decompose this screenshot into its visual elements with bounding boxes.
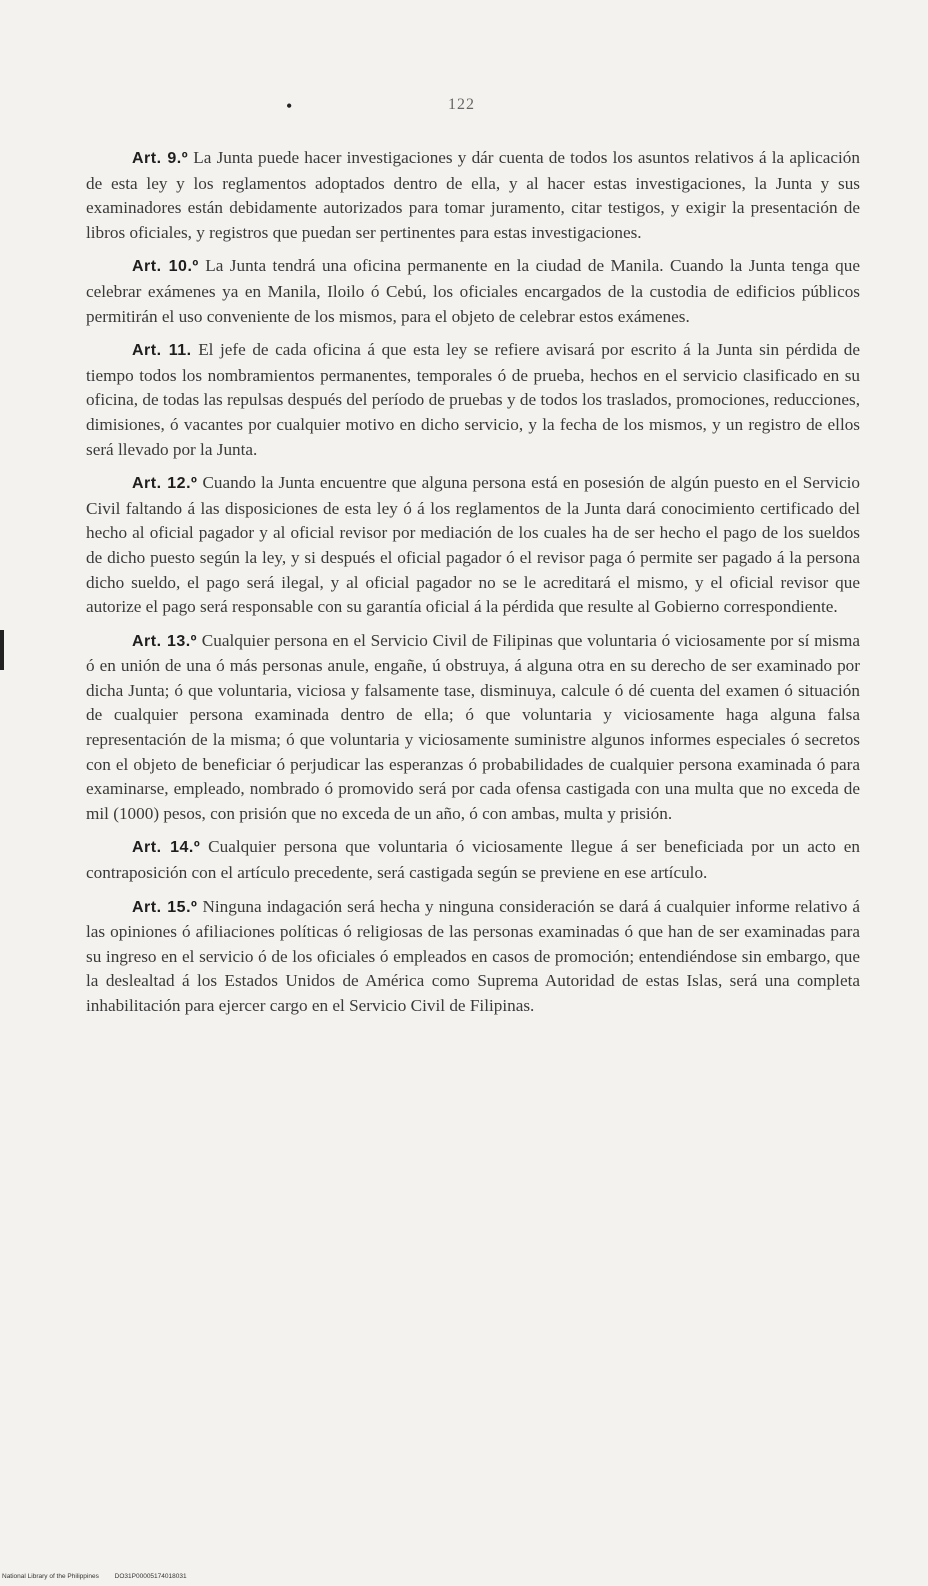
article-text: Ninguna indagación será hecha y ninguna consideración se dará á cualquier informe relativo á las opiniones ó afiliaciones políticas ó religiosas de las personas examinadas ó que han de ser examinadas para su ingreso en el servicio ó de los oficiales ó empleados en casos de promoción; entendiéndose sin embargo, que la deslealtad á los Estados Unidos de América como Suprema Autoridad de estas Islas, será una completa inhabilitación para ejercer cargo en el Servicio Civil de Filipinas.: [86, 896, 861, 1015]
article-label: Art. 14.º: [132, 839, 201, 857]
library-credit: National Library of the Philippines: [2, 1573, 99, 1580]
article-13: [86, 629, 860, 827]
article-label: Art. 13.º: [132, 632, 198, 650]
article-9: [86, 146, 860, 245]
article-15: [86, 895, 860, 1019]
article-label: Art. 9.º: [132, 150, 189, 167]
document-body: [86, 146, 860, 1028]
page-header: [0, 94, 928, 118]
article-label: Art. 10.º: [132, 258, 199, 276]
scan-footer: [2, 1573, 201, 1580]
article-11: [86, 338, 860, 462]
article-text: Cuando la Junta encuentre que alguna persona está en posesión de algún puesto en el Servicio Civil faltando á las disposiciones de esta ley ó á los reglamentos de la Junta dará conocimiento certificado del hecho al oficial pagador y al oficial revisor por mediación de los cuales ha de ser hecho el pago de los sueldos de dicho puesto según la ley, y si después el oficial pagador ó el revisor paga ó permite ser pagado á la persona dicho sueldo, el pago será ilegal, y al oficial pagador no se le acreditará el mismo, y el oficial revisor que autorize el pago será responsable con su garantía oficial á la pérdida que resulte al Gobierno correspondiente.: [86, 473, 861, 617]
article-14: [86, 835, 860, 885]
scan-code: DO31P00005174018031: [114, 1573, 187, 1580]
article-text: La Junta puede hacer investigaciones y dár cuenta de todos los asuntos relativos á la aplicación de esta ley y los reglamentos adoptados dentro de ella, y al hacer estas investigaciones, la Junta y sus examinadores están debidamente autorizados para tomar juramento, citar testigos, y exigir la presentación de libros oficiales, y registros que puedan ser pertinentes para estas investigaciones.: [86, 148, 860, 242]
article-text: El jefe de cada oficina á que esta ley se refiere avisará por escrito á la Junta sin pérdida de tiempo todos los nombramientos permanentes, temporales ó de prueba, hechos en el servicio clasificado en su oficina, de todas las repulsas después del período de pruebas y de todos los traslados, promociones, reducciones, dimisiones, ó vacantes por cualquier motivo en dicho servicio, y la fecha de los mismos, y un registro de ellos será llevado por la Junta.: [86, 340, 861, 459]
page-number: 122: [448, 96, 475, 113]
header-bullet: •: [286, 96, 293, 116]
scan-edge-mark: [0, 630, 4, 670]
article-10: [86, 254, 860, 329]
article-text: Cualquier persona que voluntaria ó viciosamente llegue á ser beneficiada por un acto en contraposición con el artículo precedente, será castigada según se previene en ese artículo.: [86, 837, 861, 883]
article-label: Art. 11.: [132, 342, 192, 360]
article-label: Art. 12.º: [132, 475, 198, 493]
article-12: [86, 471, 860, 620]
article-text: La Junta tendrá una oficina permanente en la ciudad de Manila. Cuando la Junta tenga que celebrar exámenes ya en Manila, Iloilo ó Cebú, los oficiales encargados de la custodia de edificios públicos permitirán el uso conveniente de los mismos, para el objeto de celebrar estos exámenes.: [86, 256, 860, 326]
article-label: Art. 15.º: [132, 898, 198, 916]
article-text: Cualquier persona en el Servicio Civil de Filipinas que voluntaria ó viciosamente por sí misma ó en unión de una ó más personas anule, engañe, ú obstruya, á alguna otra en su derecho de ser examinado por dicha Junta; ó que voluntaria, viciosa y falsamente tase, disminuya, calcule ó dé cuenta del examen ó situación de cualquier persona examinada dentro de ella; ó que voluntaria y viciosamente haga alguna falsa representación de la misma; ó que voluntaria y viciosamente suministre algunos informes especiales ó secretos con el objeto de beneficiar ó perjudicar las esperanzas ó probabilidades de cualquier persona examinada ó para examinarse, empleado, nombrado ó promovido será por cada ofensa castigada con una multa que no exceda de mil (1000) pesos, con prisión que no exceda de un año, ó con ambas, multa y prisión.: [86, 630, 860, 823]
